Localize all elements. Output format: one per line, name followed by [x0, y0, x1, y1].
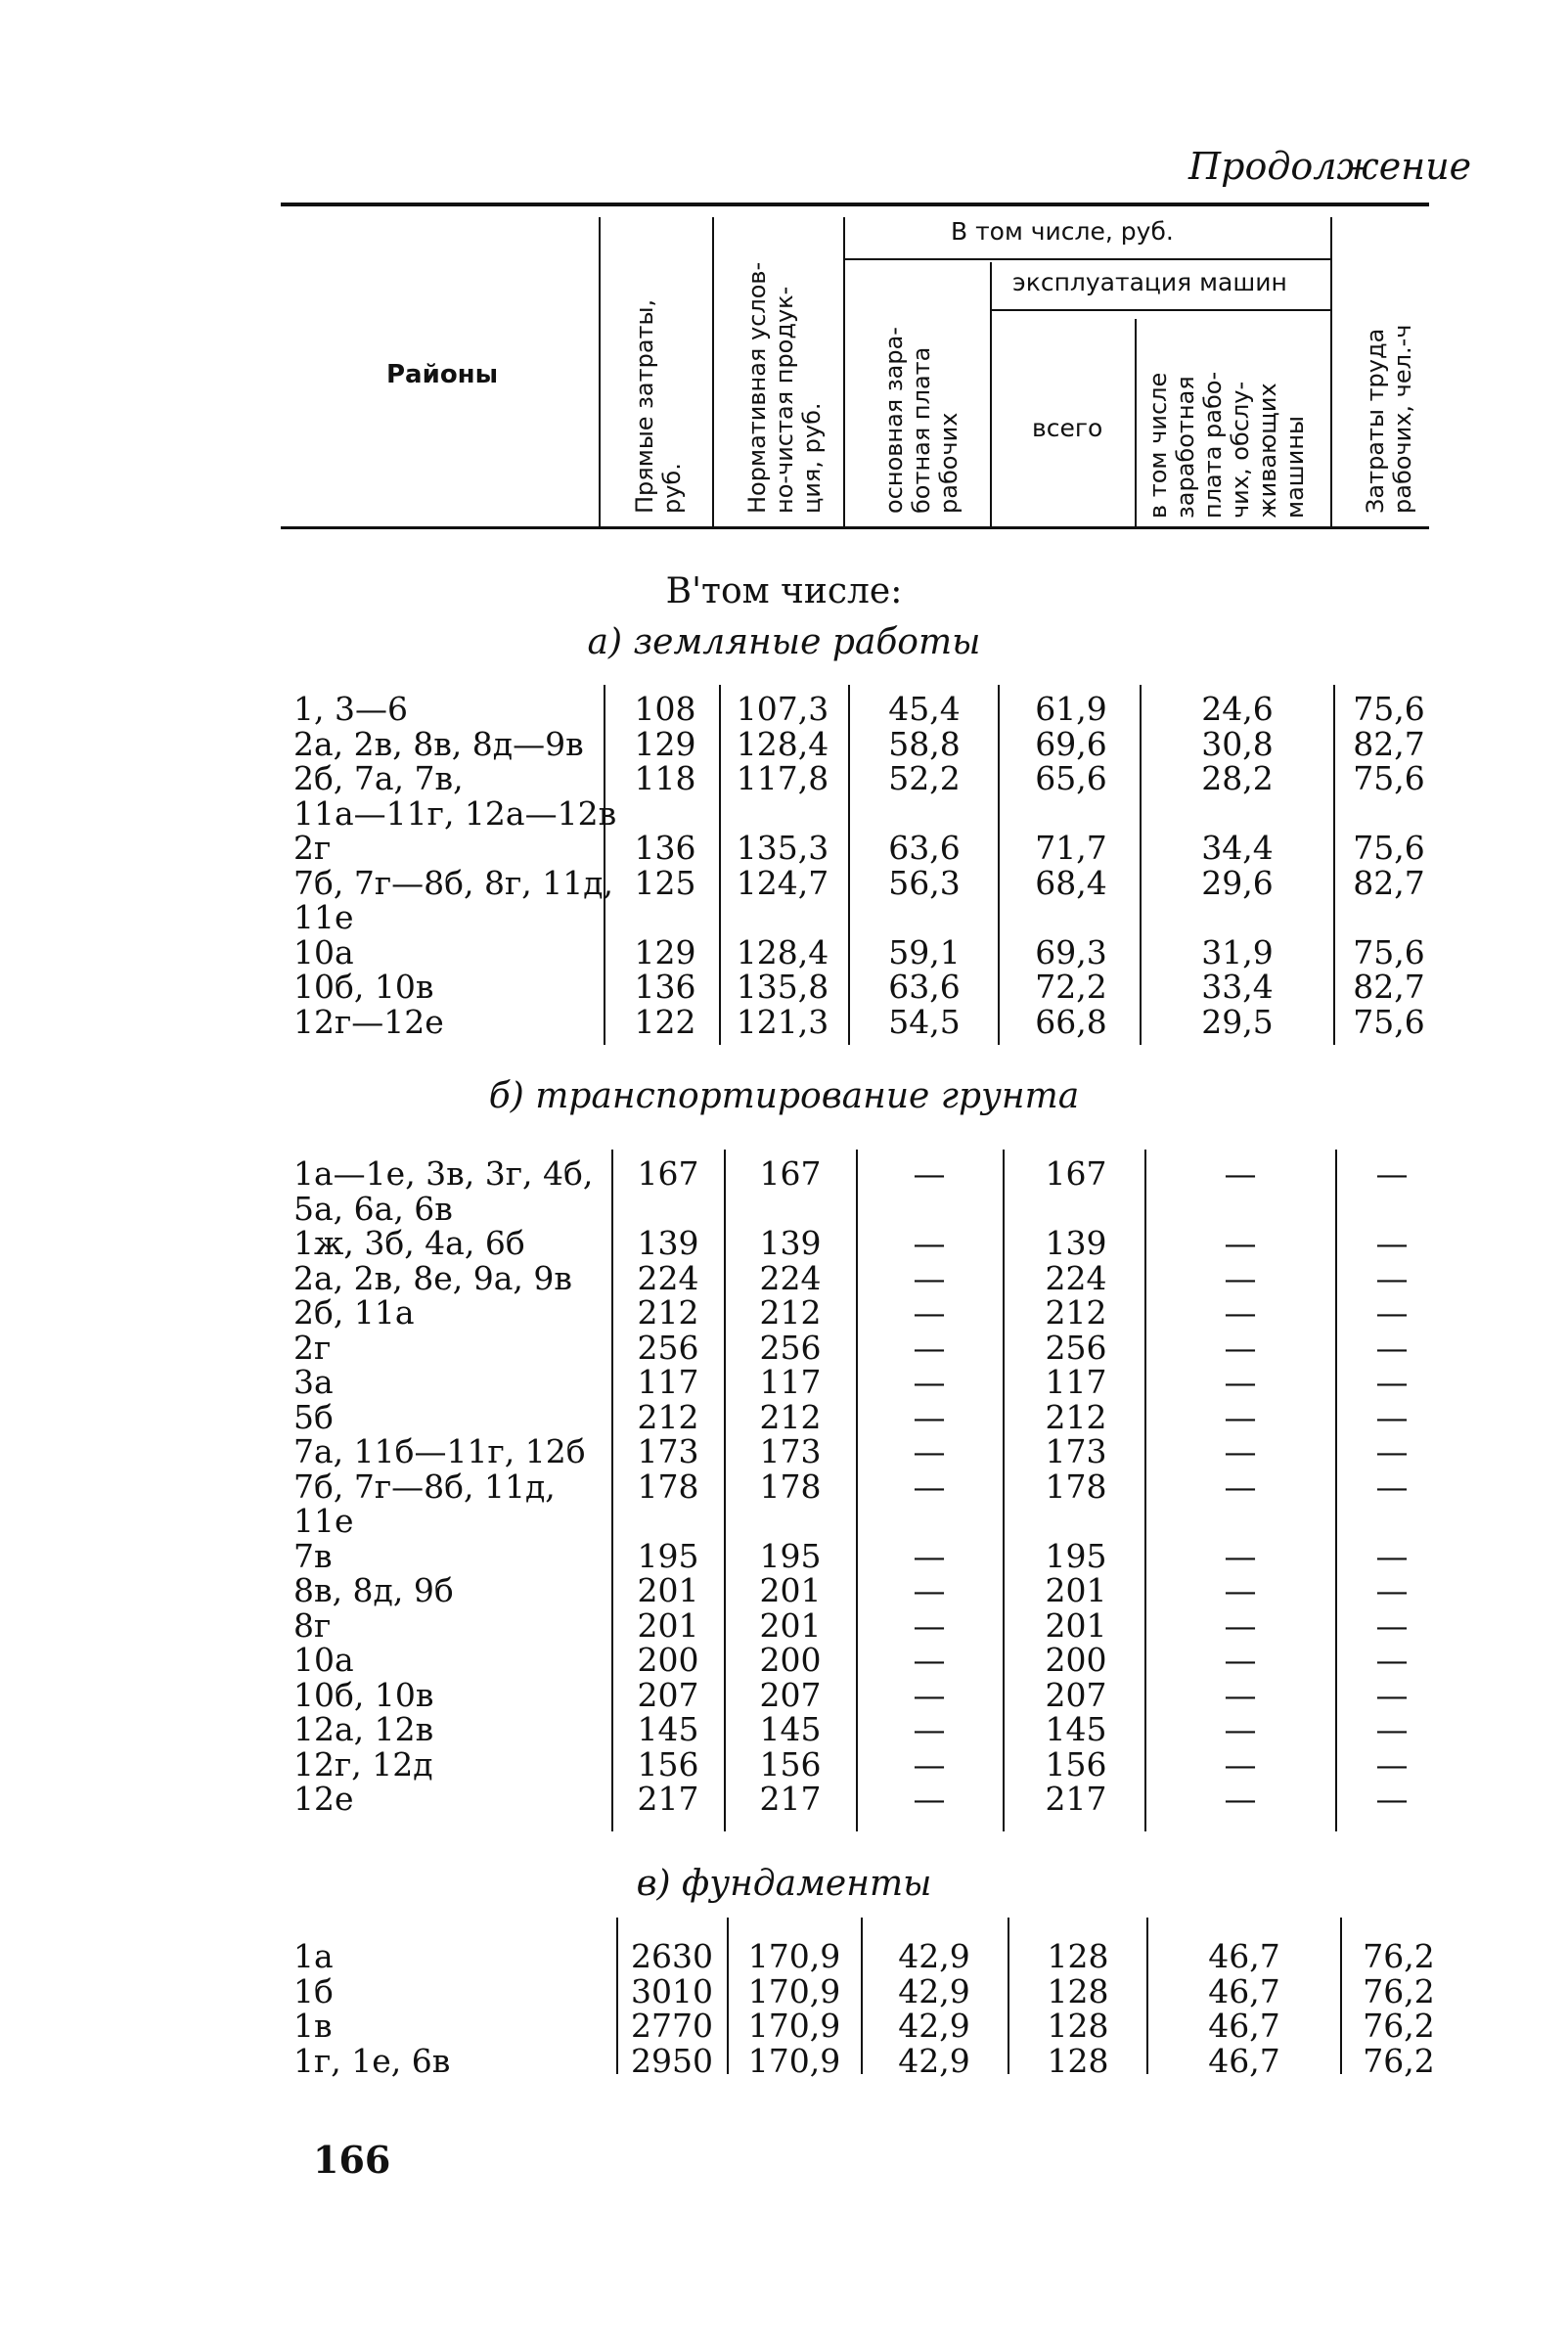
district-cell: 10б, 10в — [293, 1676, 434, 1714]
value-cell: 224 — [759, 1259, 822, 1297]
value-cell: 42,9 — [898, 1937, 970, 1975]
value-cell: 201 — [637, 1606, 699, 1645]
district-cell: 7в — [293, 1537, 333, 1575]
table-row — [0, 1003, 1568, 1041]
table-row — [0, 1571, 1568, 1609]
district-cell: 2а, 2в, 8в, 8д—9в — [293, 725, 584, 763]
col-wage-header: основная зара- ботная плата рабочих — [880, 327, 963, 514]
value-cell: 170,9 — [747, 1937, 841, 1975]
district-cell: 3а — [293, 1363, 334, 1401]
table-row — [0, 933, 1568, 969]
section-title-transport: б) транспортирование грунта — [488, 1076, 1080, 1116]
district-cell: 2а, 2в, 8е, 9а, 9в — [293, 1259, 572, 1297]
value-cell: — — [1375, 1641, 1409, 1679]
value-cell: 76,2 — [1363, 2042, 1435, 2080]
value-cell: 75,6 — [1353, 933, 1425, 971]
table-row — [0, 898, 1568, 936]
value-cell: 107,3 — [736, 690, 829, 728]
value-cell: 212 — [759, 1293, 822, 1332]
value-cell: 75,6 — [1353, 759, 1425, 797]
value-cell: 128 — [1047, 1972, 1109, 2010]
value-cell: 124,7 — [736, 864, 829, 902]
table-row — [0, 1502, 1568, 1540]
table-row — [0, 1676, 1568, 1714]
value-cell: 224 — [637, 1259, 699, 1297]
value-cell: 145 — [1045, 1710, 1107, 1748]
value-cell: 201 — [637, 1571, 699, 1609]
table-row — [0, 1641, 1568, 1679]
value-cell: 173 — [1045, 1432, 1107, 1470]
value-cell: 178 — [759, 1468, 822, 1506]
value-cell: 224 — [1045, 1259, 1107, 1297]
value-cell: 65,6 — [1035, 759, 1107, 797]
value-cell: 128,4 — [736, 933, 829, 971]
value-cell: 125 — [634, 864, 696, 902]
district-cell: 2б, 7а, 7в, — [293, 759, 464, 797]
value-cell: 42,9 — [898, 2042, 970, 2080]
header-divider — [1330, 217, 1332, 526]
value-cell: 24,6 — [1201, 690, 1274, 728]
table-row — [0, 1329, 1568, 1367]
table-row — [0, 1154, 1568, 1193]
value-cell: — — [913, 1468, 946, 1506]
col-normative-header: Нормативная услов- но-чистая продук- ция, руб. — [743, 261, 826, 514]
including-label: В'том числе: — [665, 571, 903, 611]
value-cell: 69,3 — [1035, 933, 1107, 971]
table-row — [0, 1745, 1568, 1784]
value-cell: 33,4 — [1201, 968, 1274, 1006]
value-cell: 71,7 — [1035, 829, 1107, 867]
value-cell: — — [1375, 1363, 1409, 1401]
value-cell: 201 — [759, 1606, 822, 1645]
value-cell: — — [1224, 1259, 1257, 1297]
value-cell: 63,6 — [888, 968, 961, 1006]
value-cell: 52,2 — [888, 759, 961, 797]
table-row — [0, 864, 1568, 902]
value-cell: 75,6 — [1353, 1003, 1425, 1041]
district-cell: 11е — [293, 898, 354, 936]
district-cell: 1, 3—6 — [293, 690, 408, 728]
value-cell: — — [1224, 1468, 1257, 1506]
value-cell: 212 — [637, 1293, 699, 1332]
value-cell: 72,2 — [1035, 968, 1107, 1006]
district-cell: 12г—12е — [293, 1003, 444, 1041]
value-cell: 170,9 — [747, 1972, 841, 2010]
value-cell: — — [913, 1780, 946, 1818]
value-cell: 195 — [1045, 1537, 1107, 1575]
value-cell: 178 — [637, 1468, 699, 1506]
value-cell: — — [1224, 1641, 1257, 1679]
table-row — [0, 1398, 1568, 1436]
district-cell: 10а — [293, 1641, 354, 1679]
table-row — [0, 2042, 1568, 2080]
district-cell: 12е — [293, 1780, 354, 1818]
district-cell: 7б, 7г—8б, 11д, — [293, 1468, 556, 1506]
table-row — [0, 1259, 1568, 1297]
district-cell: 11е — [293, 1502, 354, 1540]
value-cell: 121,3 — [736, 1003, 829, 1041]
value-cell: — — [913, 1259, 946, 1297]
value-cell: 108 — [634, 690, 696, 728]
header-divider — [599, 217, 601, 526]
value-cell: 200 — [759, 1641, 822, 1679]
value-cell: 139 — [1045, 1224, 1107, 1262]
value-cell: — — [913, 1606, 946, 1645]
value-cell: 29,5 — [1201, 1003, 1274, 1041]
table-row — [0, 690, 1568, 728]
header-divider — [992, 309, 1330, 311]
value-cell: 212 — [1045, 1398, 1107, 1436]
value-cell: 75,6 — [1353, 829, 1425, 867]
value-cell: 128 — [1047, 1937, 1109, 1975]
value-cell: 145 — [759, 1710, 822, 1748]
value-cell: 46,7 — [1208, 1937, 1280, 1975]
value-cell: 82,7 — [1353, 864, 1425, 902]
header-divider — [843, 217, 845, 526]
value-cell: — — [913, 1745, 946, 1784]
value-cell: 68,4 — [1035, 864, 1107, 902]
table-row — [0, 759, 1568, 797]
value-cell: 201 — [759, 1571, 822, 1609]
value-cell: — — [1375, 1398, 1409, 1436]
header-divider — [712, 217, 714, 526]
value-cell: — — [1375, 1745, 1409, 1784]
header-divider — [1135, 319, 1137, 526]
district-cell: 1а—1е, 3в, 3г, 4б, — [293, 1154, 594, 1193]
value-cell: 29,6 — [1201, 864, 1274, 902]
value-cell: 42,9 — [898, 2007, 970, 2045]
value-cell: 207 — [1045, 1676, 1107, 1714]
header-top-rule — [281, 203, 1429, 206]
value-cell: 63,6 — [888, 829, 961, 867]
value-cell: — — [913, 1363, 946, 1401]
table-row — [0, 1537, 1568, 1575]
value-cell: — — [913, 1329, 946, 1367]
value-cell: — — [1375, 1571, 1409, 1609]
value-cell: 61,9 — [1035, 690, 1107, 728]
value-cell: — — [1224, 1293, 1257, 1332]
section-title-earthworks: а) земляные работы — [587, 622, 981, 662]
value-cell: 217 — [637, 1780, 699, 1818]
value-cell: — — [1224, 1329, 1257, 1367]
value-cell: 217 — [1045, 1780, 1107, 1818]
table-row — [0, 794, 1568, 833]
value-cell: 34,4 — [1201, 829, 1274, 867]
value-cell: 167 — [759, 1154, 822, 1193]
value-cell: 135,3 — [736, 829, 829, 867]
district-cell: 7б, 7г—8б, 8г, 11д, — [293, 864, 614, 902]
value-cell: 2630 — [631, 1937, 713, 1975]
value-cell: — — [913, 1293, 946, 1332]
district-cell: 8г — [293, 1606, 332, 1645]
value-cell: 117,8 — [736, 759, 829, 797]
table-row — [0, 1224, 1568, 1262]
col-district-header: Районы — [386, 360, 499, 389]
value-cell: 173 — [759, 1432, 822, 1470]
value-cell: 128 — [1047, 2042, 1109, 2080]
value-cell: — — [1224, 1710, 1257, 1748]
table-row — [0, 1190, 1568, 1228]
value-cell: 195 — [759, 1537, 822, 1575]
value-cell: 256 — [637, 1329, 699, 1367]
value-cell: — — [1375, 1259, 1409, 1297]
value-cell: 145 — [637, 1710, 699, 1748]
district-cell: 1а — [293, 1937, 334, 1975]
value-cell: 173 — [637, 1432, 699, 1470]
value-cell: — — [1375, 1537, 1409, 1575]
district-cell: 1г, 1е, 6в — [293, 2042, 451, 2080]
district-cell: 5а, 6а, 6в — [293, 1190, 453, 1228]
table-row — [0, 1937, 1568, 1975]
value-cell: — — [1224, 1780, 1257, 1818]
value-cell: 28,2 — [1201, 759, 1274, 797]
value-cell: — — [1224, 1537, 1257, 1575]
value-cell: 76,2 — [1363, 1972, 1435, 2010]
value-cell: — — [1375, 1329, 1409, 1367]
value-cell: 2950 — [631, 2042, 713, 2080]
value-cell: 256 — [1045, 1329, 1107, 1367]
value-cell: 117 — [1045, 1363, 1107, 1401]
value-cell: 82,7 — [1353, 968, 1425, 1006]
value-cell: — — [1224, 1224, 1257, 1262]
value-cell: 217 — [759, 1780, 822, 1818]
value-cell: 201 — [1045, 1571, 1107, 1609]
value-cell: — — [913, 1676, 946, 1714]
value-cell: 212 — [759, 1398, 822, 1436]
table-row — [0, 2007, 1568, 2045]
table-row — [0, 1432, 1568, 1468]
value-cell: 30,8 — [1201, 725, 1274, 763]
header-divider — [990, 262, 992, 526]
value-cell: — — [913, 1398, 946, 1436]
table-row — [0, 968, 1568, 1006]
header-bottom-rule — [281, 526, 1429, 529]
value-cell: 135,8 — [736, 968, 829, 1006]
district-cell: 2г — [293, 829, 332, 867]
value-cell: — — [913, 1571, 946, 1609]
value-cell: 256 — [759, 1329, 822, 1367]
value-cell: 156 — [759, 1745, 822, 1784]
value-cell: 59,1 — [888, 933, 961, 971]
value-cell: 128 — [1047, 2007, 1109, 2045]
value-cell: — — [1224, 1745, 1257, 1784]
table-row — [0, 725, 1568, 763]
value-cell: 58,8 — [888, 725, 961, 763]
value-cell: 46,7 — [1208, 2007, 1280, 2045]
value-cell: 46,7 — [1208, 1972, 1280, 2010]
value-cell: — — [913, 1224, 946, 1262]
value-cell: 212 — [637, 1398, 699, 1436]
col-machines-header: эксплуатация машин — [1012, 268, 1287, 296]
table-row — [0, 1710, 1568, 1748]
value-cell: 170,9 — [747, 2007, 841, 2045]
value-cell: 82,7 — [1353, 725, 1425, 763]
value-cell: — — [913, 1154, 946, 1193]
table-row — [0, 1293, 1568, 1332]
value-cell: 139 — [759, 1224, 822, 1262]
continuation-label: Продолжение — [1188, 145, 1472, 188]
district-cell: 12г, 12д — [293, 1745, 433, 1784]
value-cell: — — [1224, 1398, 1257, 1436]
district-cell: 7а, 11б—11г, 12б — [293, 1432, 586, 1470]
page-number: 166 — [313, 2138, 391, 2182]
value-cell: 69,6 — [1035, 725, 1107, 763]
value-cell: 128,4 — [736, 725, 829, 763]
table-row — [0, 1468, 1568, 1506]
value-cell: — — [913, 1432, 946, 1470]
value-cell: 45,4 — [888, 690, 961, 728]
value-cell: — — [913, 1537, 946, 1575]
value-cell: 76,2 — [1363, 1937, 1435, 1975]
value-cell: — — [913, 1641, 946, 1679]
district-cell: 2б, 11а — [293, 1293, 415, 1332]
value-cell: 75,6 — [1353, 690, 1425, 728]
value-cell: 129 — [634, 933, 696, 971]
value-cell: — — [1224, 1571, 1257, 1609]
value-cell: 167 — [637, 1154, 699, 1193]
value-cell: — — [1224, 1432, 1257, 1470]
district-cell: 10а — [293, 933, 354, 971]
value-cell: 139 — [637, 1224, 699, 1262]
district-cell: 12а, 12в — [293, 1710, 434, 1748]
value-cell: — — [913, 1710, 946, 1748]
value-cell: — — [1375, 1154, 1409, 1193]
value-cell: 200 — [1045, 1641, 1107, 1679]
value-cell: — — [1224, 1676, 1257, 1714]
value-cell: 117 — [637, 1363, 699, 1401]
value-cell: 136 — [634, 829, 696, 867]
district-cell: 2г — [293, 1329, 332, 1367]
value-cell: 2770 — [631, 2007, 713, 2045]
value-cell: — — [1375, 1606, 1409, 1645]
section-title-foundations: в) фундаменты — [636, 1864, 932, 1904]
district-cell: 1ж, 3б, 4а, 6б — [293, 1224, 525, 1262]
value-cell: — — [1375, 1468, 1409, 1506]
table-row — [0, 829, 1568, 867]
district-cell: 5б — [293, 1398, 334, 1436]
value-cell: — — [1375, 1224, 1409, 1262]
col-total-header: всего — [1032, 414, 1103, 442]
value-cell: — — [1224, 1154, 1257, 1193]
value-cell: 201 — [1045, 1606, 1107, 1645]
value-cell: 156 — [637, 1745, 699, 1784]
value-cell: 118 — [634, 759, 696, 797]
value-cell: — — [1375, 1676, 1409, 1714]
value-cell: 66,8 — [1035, 1003, 1107, 1041]
col-machine-wage-header: в том числе заработная плата рабо- чих, обслу- живающих машины — [1144, 371, 1309, 519]
value-cell: 156 — [1045, 1745, 1107, 1784]
value-cell: 122 — [634, 1003, 696, 1041]
value-cell: 76,2 — [1363, 2007, 1435, 2045]
value-cell: 129 — [634, 725, 696, 763]
value-cell: 207 — [759, 1676, 822, 1714]
value-cell: 167 — [1045, 1154, 1107, 1193]
value-cell: 46,7 — [1208, 2042, 1280, 2080]
value-cell: 200 — [637, 1641, 699, 1679]
col-labor-header: Затраты труда рабочих, чел.-ч — [1362, 324, 1416, 514]
value-cell: 3010 — [631, 1972, 713, 2010]
table-row — [0, 1780, 1568, 1818]
value-cell: 54,5 — [888, 1003, 961, 1041]
value-cell: — — [1375, 1710, 1409, 1748]
value-cell: — — [1375, 1780, 1409, 1818]
header-divider — [845, 258, 1330, 260]
value-cell: 136 — [634, 968, 696, 1006]
district-cell: 8в, 8д, 9б — [293, 1571, 454, 1609]
value-cell: 212 — [1045, 1293, 1107, 1332]
table-row — [0, 1972, 1568, 2008]
value-cell: 170,9 — [747, 2042, 841, 2080]
value-cell: — — [1224, 1363, 1257, 1401]
value-cell: — — [1375, 1293, 1409, 1332]
district-cell: 1в — [293, 2007, 333, 2045]
value-cell: 56,3 — [888, 864, 961, 902]
value-cell: 178 — [1045, 1468, 1107, 1506]
table-row — [0, 1606, 1568, 1645]
col-group-header: В том числе, руб. — [951, 217, 1174, 246]
col-direct-header: Прямые затраты, руб. — [631, 298, 686, 514]
value-cell: 31,9 — [1201, 933, 1274, 971]
value-cell: 117 — [759, 1363, 822, 1401]
district-cell: 10б, 10в — [293, 968, 434, 1006]
district-cell: 1б — [293, 1972, 334, 2010]
district-cell: 11а—11г, 12а—12в — [293, 794, 617, 833]
value-cell: 207 — [637, 1676, 699, 1714]
value-cell: — — [1375, 1432, 1409, 1470]
table-row — [0, 1363, 1568, 1401]
value-cell: — — [1224, 1606, 1257, 1645]
value-cell: 195 — [637, 1537, 699, 1575]
value-cell: 42,9 — [898, 1972, 970, 2010]
